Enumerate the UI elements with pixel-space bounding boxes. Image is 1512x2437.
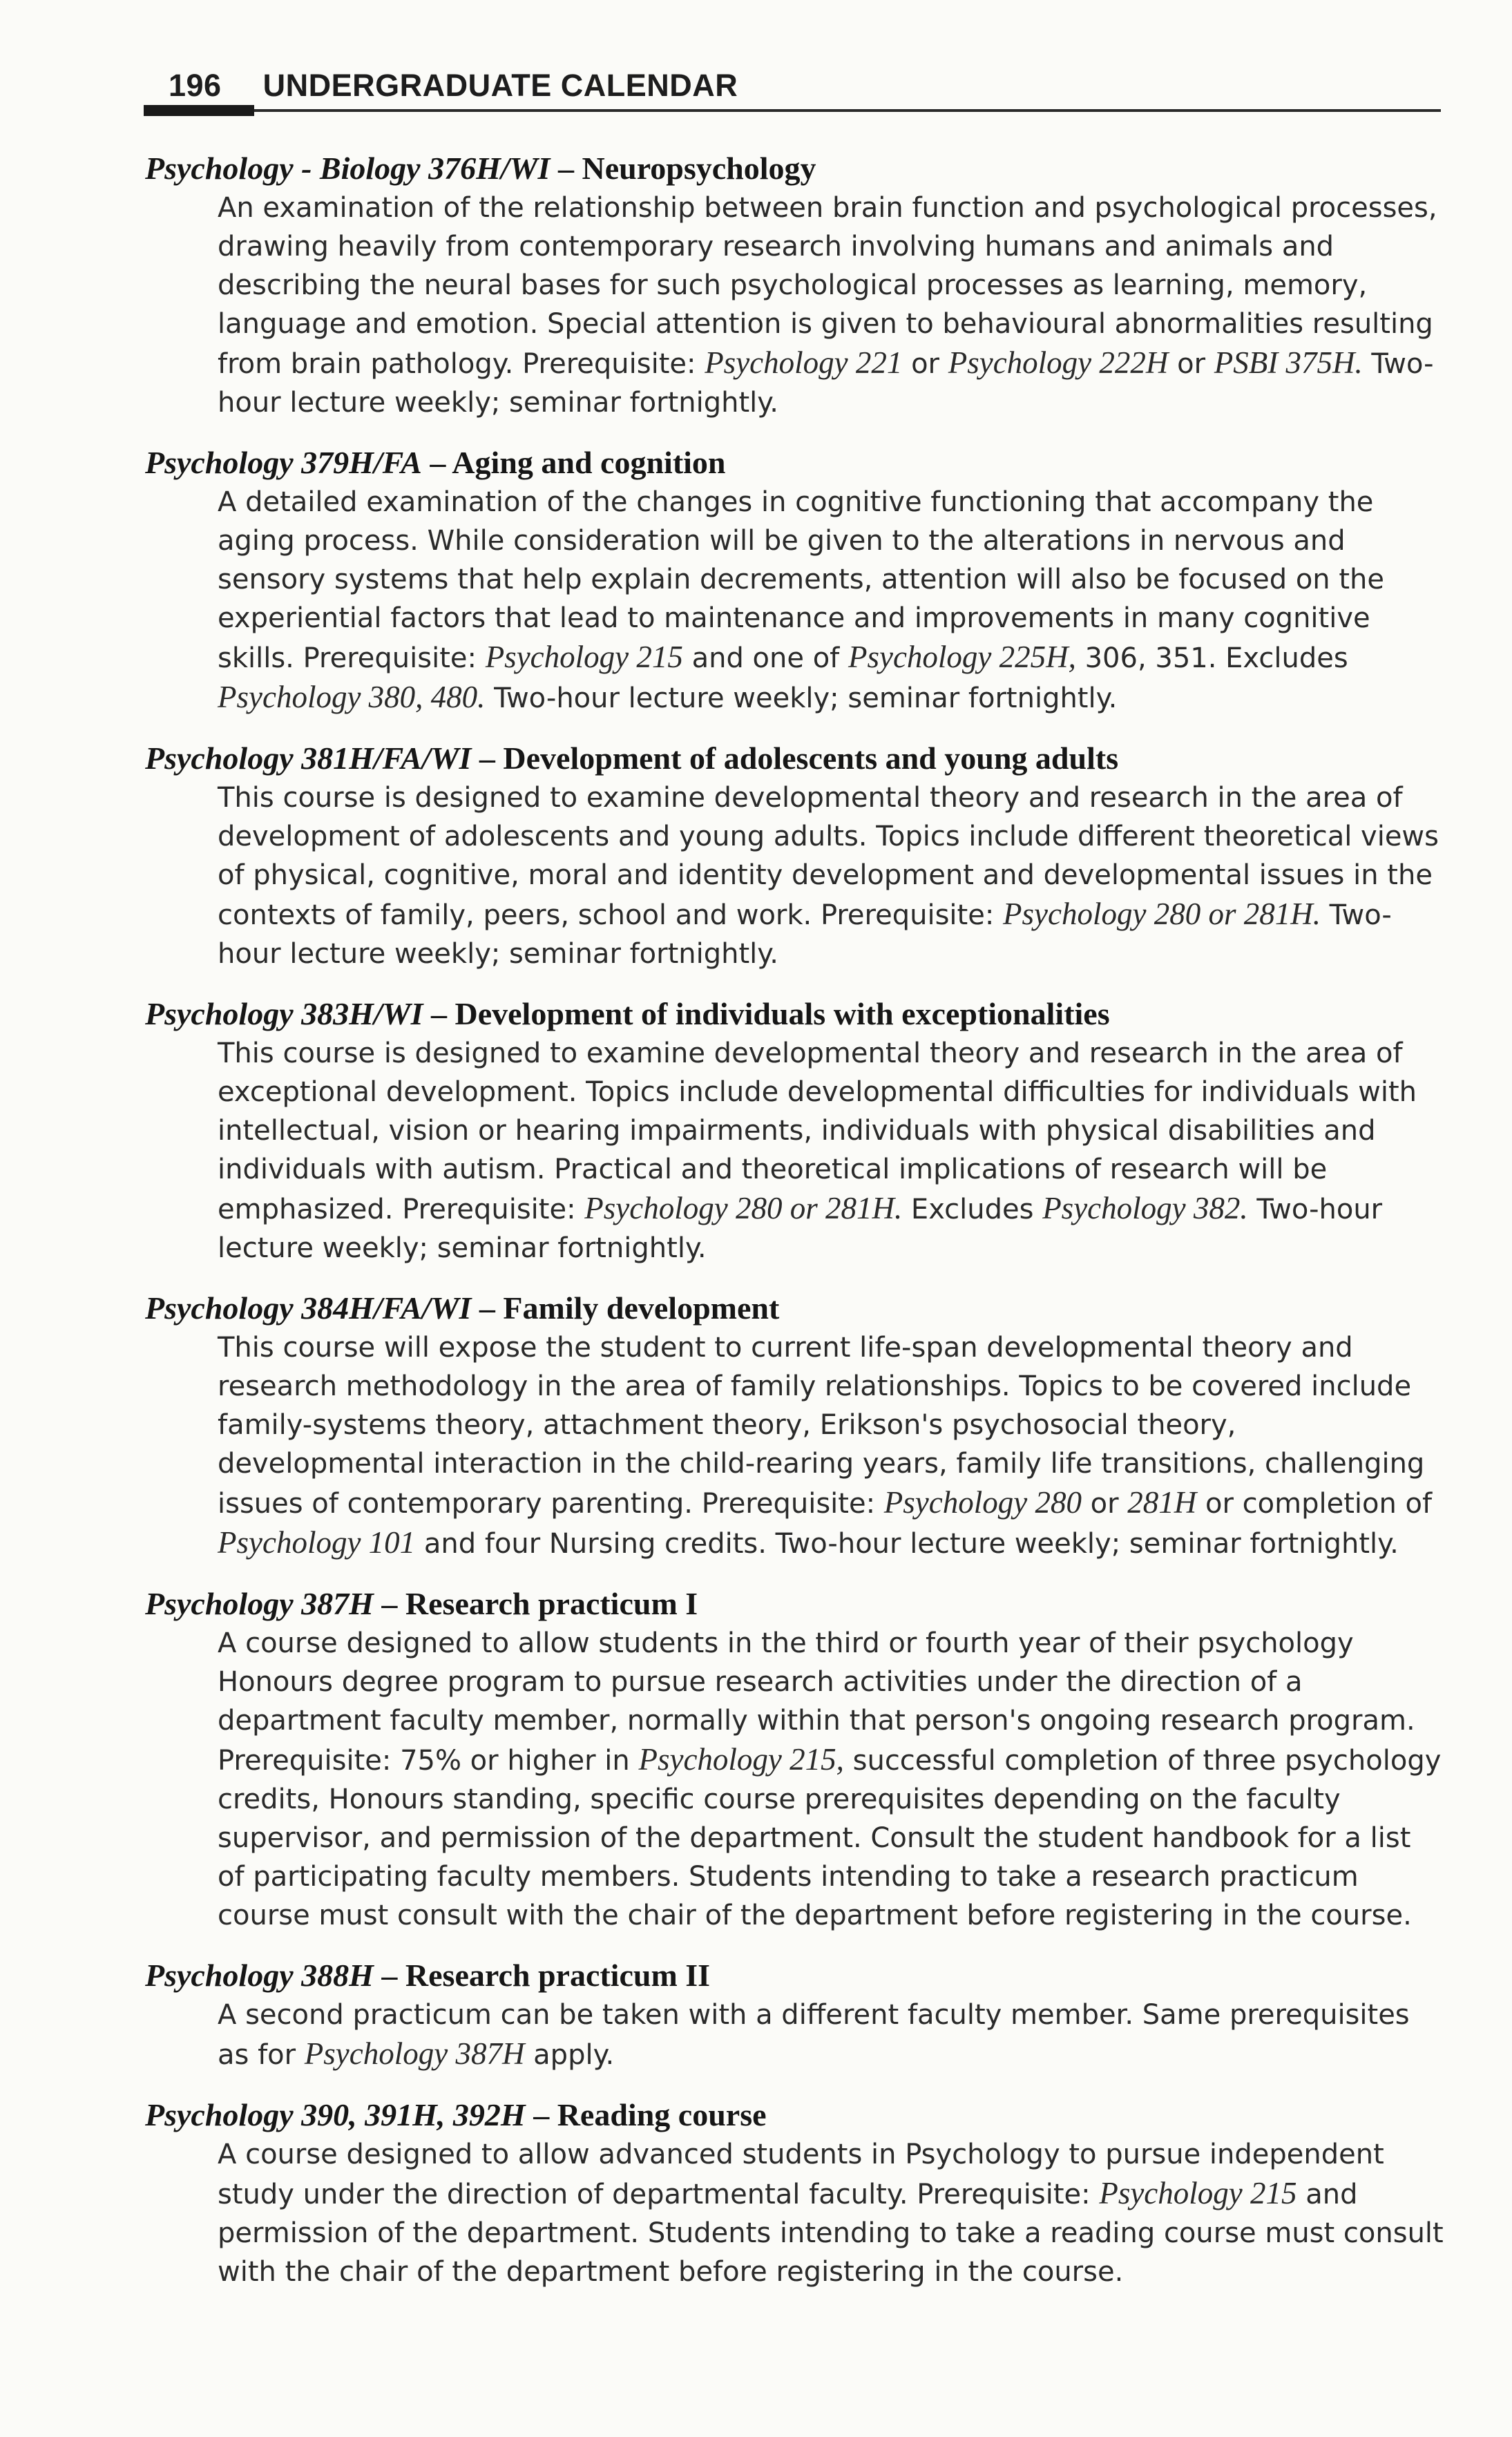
- header-rule-accent: [144, 105, 254, 116]
- description-text: Two-hour lecture weekly; seminar fortnightly.: [485, 682, 1118, 714]
- course-heading: [145, 1288, 1444, 1328]
- course-description: [218, 2135, 1444, 2291]
- course-entry: [145, 149, 1444, 422]
- description-text: Excludes: [902, 1194, 1043, 1225]
- course-title: Family development: [503, 1290, 780, 1326]
- course-description: [218, 1996, 1444, 2074]
- course-entry: [145, 443, 1444, 718]
- course-reference: Psychology 380, 480.: [218, 680, 486, 714]
- course-entry: [145, 1956, 1444, 2074]
- heading-dash: –: [533, 2097, 557, 2132]
- description-text: This course is designed to examine developmental theory and research in the area of development of adolescents and young adults. Topics include different theoretical views of physical, cognitive, moral and identity development and developmental issues in the contexts of family, peers, school and work. Prerequisite:: [218, 782, 1439, 931]
- course-heading: [145, 1584, 1444, 1624]
- course-reference: Psychology 222H: [948, 345, 1169, 380]
- course-heading: [145, 443, 1444, 483]
- course-reference: Psychology 215: [1099, 2176, 1297, 2210]
- course-title: Development of individuals with exceptionalities: [454, 996, 1110, 1031]
- description-text: A course designed to allow advanced students in Psychology to pursue independent study under the direction of departmental faculty. Prerequisite:: [218, 2139, 1384, 2210]
- description-text: or: [1168, 348, 1214, 380]
- description-text: A course designed to allow students in the third or fourth year of their psychology Honours degree program to pursue research activities under the direction of a department faculty member, normally within that person's ongoing research program. Prerequisite: 75% or higher in: [218, 1627, 1415, 1777]
- course-reference: Psychology 225H,: [848, 640, 1076, 674]
- description-text: apply.: [524, 2039, 615, 2071]
- description-text: and one of: [682, 642, 848, 674]
- description-text: successful completion of three psychology credits, Honours standing, specific course prerequisites depending on the faculty supervisor, and permission of the department. Consult the student handbook for a list of participating faculty members. Students intending to take a research practicum course must consult with the chair of the department before registering in the course.: [218, 1745, 1442, 1931]
- course-reference: Psychology 215: [485, 640, 683, 674]
- description-text: and four Nursing credits. Two-hour lecture weekly; seminar fortnightly.: [415, 1528, 1399, 1560]
- course-code: Psychology 387H: [145, 1586, 374, 1621]
- course-code: Psychology 383H/WI: [145, 996, 423, 1031]
- course-reference: Psychology 280: [883, 1485, 1082, 1520]
- heading-dash: –: [430, 445, 452, 480]
- course-code: Psychology 384H/FA/WI: [145, 1290, 472, 1326]
- course-description: [218, 1034, 1444, 1268]
- course-title: Reading course: [557, 2097, 767, 2132]
- course-description: [218, 483, 1444, 718]
- description-text: 306, 351. Excludes: [1075, 642, 1348, 674]
- description-text: or: [1081, 1488, 1128, 1520]
- heading-dash: –: [381, 1958, 405, 1993]
- course-entry: [145, 1288, 1444, 1563]
- course-heading: [145, 2095, 1444, 2135]
- running-header: [169, 55, 738, 104]
- course-description: [218, 778, 1444, 973]
- running-title: UNDERGRADUATE CALENDAR: [262, 68, 738, 103]
- course-description: [218, 1328, 1444, 1563]
- course-entry: [145, 738, 1444, 973]
- course-title: Research practicum I: [405, 1586, 698, 1621]
- description-text: A second practicum can be taken with a different faculty member. Same prerequisites as for: [218, 1999, 1410, 2071]
- course-reference: 281H: [1127, 1485, 1197, 1520]
- heading-dash: –: [381, 1586, 405, 1621]
- course-list: [145, 149, 1444, 2312]
- course-code: Psychology 379H/FA: [145, 445, 422, 480]
- description-text: A detailed examination of the changes in cognitive functioning that accompany the aging process. While consideration will be given to the alterations in nervous and sensory systems that help explain decrements, attention will also be focused on the experiential factors that lead to maintenance and improvements in many cognitive skills. Prerequisite:: [218, 486, 1385, 674]
- course-heading: [145, 738, 1444, 778]
- description-text: or completion of: [1196, 1488, 1433, 1520]
- course-description: [218, 189, 1444, 422]
- course-reference: Psychology 387H: [304, 2036, 525, 2071]
- course-entry: [145, 1584, 1444, 1935]
- course-description: [218, 1624, 1444, 1935]
- description-text: Two-hour lecture weekly; seminar fortnightly.: [218, 899, 1392, 970]
- course-title: Neuropsychology: [582, 151, 816, 186]
- description-text: This course will expose the student to current life-span developmental theory and research methodology in the area of family relationships. Topics to be covered include family-systems theory, attachment theory, Erikson's psychosocial theory, developmental interaction in the child-rearing years, family life transitions, challenging issues of contemporary parenting. Prerequisite:: [218, 1332, 1425, 1520]
- course-entry: [145, 994, 1444, 1268]
- course-title: Aging and cognition: [452, 445, 726, 480]
- course-heading: [145, 994, 1444, 1034]
- course-entry: [145, 2095, 1444, 2291]
- course-heading: [145, 149, 1444, 189]
- course-code: Psychology 381H/FA/WI: [145, 740, 472, 776]
- course-heading: [145, 1956, 1444, 1996]
- description-text: Two-hour lecture weekly; seminar fortnightly.: [218, 348, 1434, 419]
- description-text: and permission of the department. Students intending to take a reading course must consult with the chair of the department before registering in the course.: [218, 2179, 1444, 2288]
- course-title: Development of adolescents and young adults: [503, 740, 1119, 776]
- heading-dash: –: [479, 1290, 504, 1326]
- course-reference: Psychology 280 or 281H.: [584, 1191, 903, 1225]
- heading-dash: –: [430, 996, 455, 1031]
- description-text: or: [902, 348, 948, 380]
- course-reference: Psychology 221: [705, 345, 903, 380]
- course-code: Psychology 388H: [145, 1958, 374, 1993]
- description-text: Two-hour lecture weekly; seminar fortnightly.: [218, 1194, 1383, 1264]
- course-reference: Psychology 215,: [638, 1742, 844, 1777]
- header-rule: [144, 109, 1441, 112]
- heading-dash: –: [557, 151, 582, 186]
- course-code: Psychology 390, 391H, 392H: [145, 2097, 526, 2132]
- course-title: Research practicum II: [405, 1958, 711, 1993]
- heading-dash: –: [479, 740, 504, 776]
- course-reference: Psychology 101: [218, 1525, 416, 1560]
- description-text: This course is designed to examine developmental theory and research in the area of exceptional development. Topics include developmental difficulties for individuals with intellectual, vision or hearing impairments, individuals with physical disabilities and individuals with autism. Practical and theoretical implications of research will be emphasized. Prerequisite:: [218, 1038, 1417, 1225]
- page-number: 196: [169, 68, 222, 103]
- description-text: An examination of the relationship between brain function and psychological processes, drawing heavily from contemporary research involving humans and animals and describing the neural bases for such psychological processes as learning, memory, language and emotion. Special attention is given to behavioural abnormalities resulting from brain pathology. Prerequisite:: [218, 192, 1437, 380]
- course-reference: Psychology 382.: [1042, 1191, 1248, 1225]
- course-code: Psychology - Biology 376H/WI: [145, 151, 551, 186]
- course-reference: Psychology 280 or 281H.: [1003, 897, 1321, 931]
- course-reference: PSBI 375H.: [1214, 345, 1363, 380]
